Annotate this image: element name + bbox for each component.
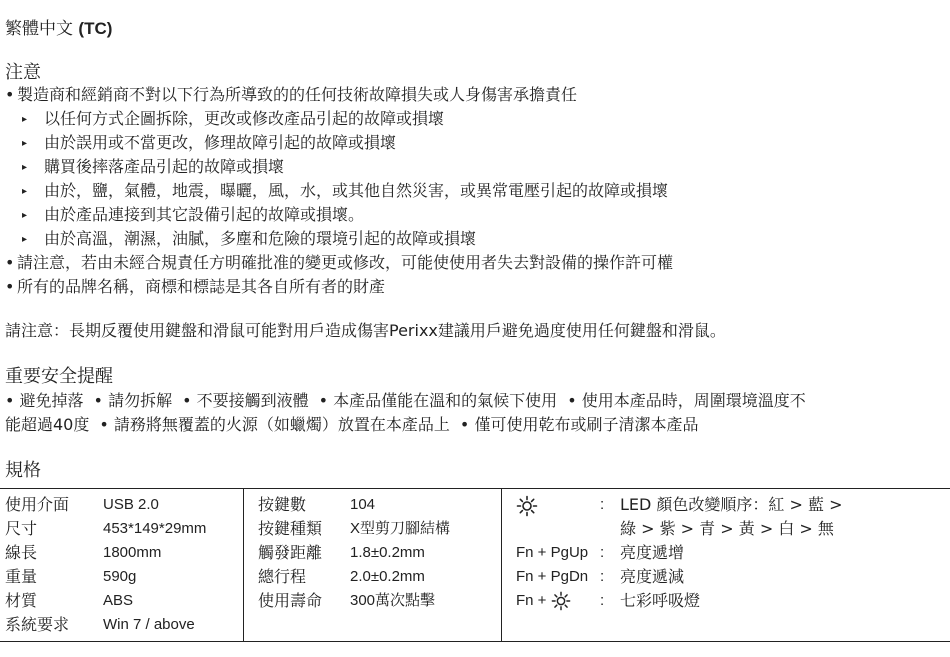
sun-icon [551,591,571,611]
spec-value: 1.8±0.2mm [350,544,425,561]
notice-sub-item: ▸ 以任何方式企圖拆除，更改或修改產品引起的故障或損壞 [22,109,445,128]
spec-value: 2.0±0.2mm [350,568,425,585]
spec-value: 亮度遞減 [620,567,685,586]
spec-label: 材質 [5,591,38,610]
spec-separator: : [600,496,605,513]
notice-bullet-2: • 請注意，若由未經合規責任方明確批准的變更或修改，可能使使用者失去對設備的操作許可權 [5,253,674,272]
spec-value: 1800mm [103,544,162,561]
safety-item: • 僅可使用乾布或刷子清潔本產品 [459,415,699,434]
language-label: 繁體中文 [5,19,73,39]
spec-value: 453*149*29mm [103,520,207,537]
spec-label: 使用介面 [5,495,70,514]
spec-value: 104 [350,496,376,513]
safety-item: • 本產品僅能在溫和的氣候下使用 [318,391,558,410]
sun-icon [516,493,600,517]
spec-label: 重量 [5,567,38,586]
spec-key-with-icon: Fn + [516,589,600,613]
safety-item: • 不要接觸到液體 [182,391,309,410]
notice-sub-item: ▸ 購買後摔落產品引起的故障或損壞 [22,157,285,176]
spec-label: 按鍵種類 [258,519,323,538]
spec-label: 觸發距離 [258,543,323,562]
safety-title: 重要安全提醒 [5,366,113,387]
health-note: 請注意：長期反覆使用鍵盤和滑鼠可能對用戶造成傷害Perixx建議用戶避免過度使用任何鍵盤和滑鼠。 [5,321,726,340]
spec-value: 590g [103,568,137,585]
spec-value: ABS [103,592,134,609]
spec-column-lighting [502,489,950,642]
safety-item: • 使用本產品時，周圍環境溫度不 [567,391,806,410]
specs-title: 規格 [5,460,41,481]
spec-value: 七彩呼吸燈 [620,591,701,610]
safety-item: • 請勿拆解 [93,391,173,410]
safety-item: • 請務將無覆蓋的火源（如蠟燭）放置在本產品上 [99,415,450,434]
spec-key: Fn + PgDn [516,568,589,585]
spec-label: 系統要求 [5,615,70,634]
led-sequence-line-1: LED 顏色改變順序：紅 > 藍 > [620,495,843,514]
notice-sub-item: ▸ 由於高溫，潮濕，油膩，多塵和危險的環境引起的故障或損壞 [22,229,477,248]
notice-sub-item: ▸ 由於，鹽，氣體，地震，曝曬，風，水，或其他自然災害，或異常電壓引起的故障或損壞 [22,181,669,200]
spec-label: 按鍵數 [258,495,307,514]
spec-value: 300萬次點擊 [350,592,436,609]
spec-key: Fn + PgUp [516,544,589,561]
spec-value: 亮度遞增 [620,543,685,562]
safety-item: 能超過40度 [5,415,90,434]
notice-sub-item: ▸ 由於誤用或不當更改，修理故障引起的故障或損壞 [22,133,397,152]
spec-table [0,488,950,642]
spec-value: X型剪刀腳結構 [350,520,451,537]
spec-value: USB 2.0 [103,496,159,513]
safety-line-2 [5,412,698,435]
spec-label: 使用壽命 [258,591,323,610]
spec-label: 總行程 [258,567,307,586]
spec-label: 尺寸 [5,519,38,538]
language-heading [5,14,112,39]
spec-separator: : [600,568,605,585]
spec-value: Win 7 / above [103,616,195,633]
spec-separator: : [600,592,605,609]
spec-column-general [0,489,244,642]
notice-bullet-1: • 製造商和經銷商不對以下行為所導致的的任何技術故障損失或人身傷害承擔責任 [5,85,578,104]
notice-sub-item: ▸ 由於產品連接到其它設備引起的故障或損壞。 [22,205,365,224]
safety-item: • 避免掉落 [5,391,84,410]
spec-label: 線長 [5,543,38,562]
language-code: (TC) [78,19,113,38]
safety-line-1 [5,388,806,411]
notice-title: 注意 [5,62,41,83]
notice-bullet-3: • 所有的品牌名稱，商標和標誌是其各自所有者的財產 [5,277,386,296]
spec-column-keys [244,489,502,642]
led-sequence-line-2: 綠 > 紫 > 青 > 黃 > 白 > 無 [620,519,834,538]
spec-separator: : [600,544,605,561]
